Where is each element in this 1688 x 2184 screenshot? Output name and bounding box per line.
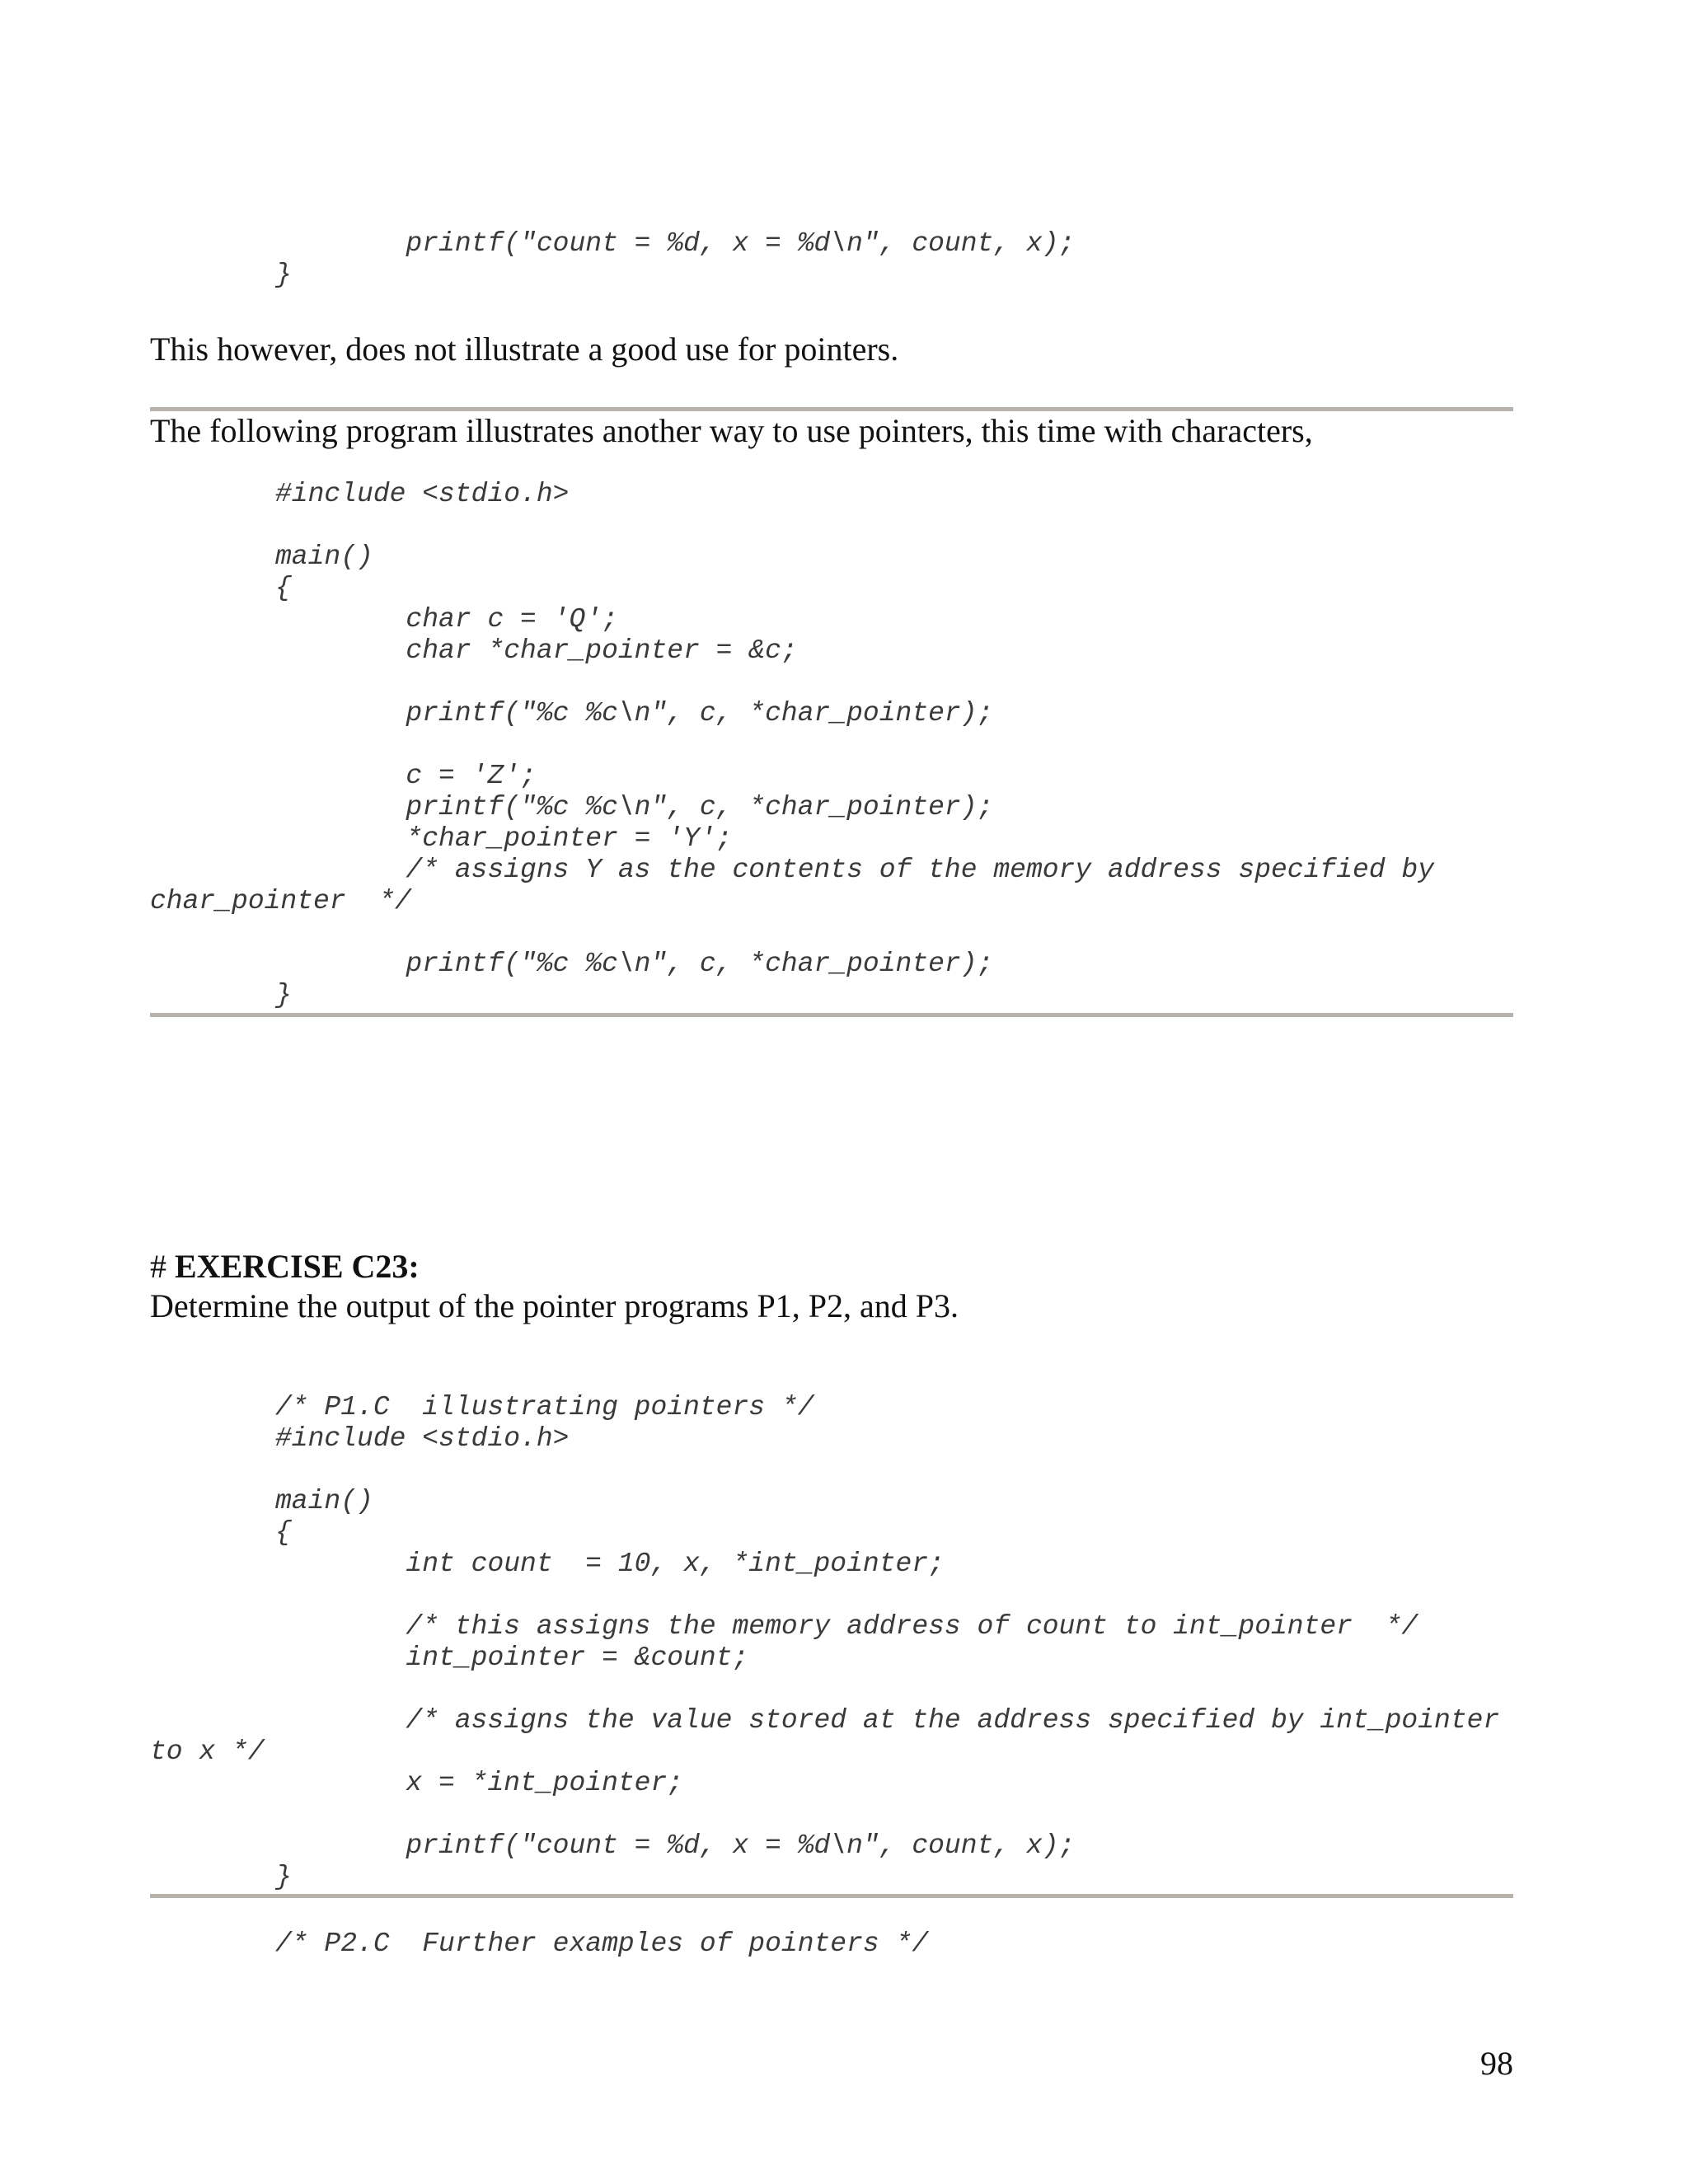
paragraph-pointer-note: This however, does not illustrate a good use for pointers. xyxy=(150,330,899,368)
section-rule xyxy=(150,1013,1513,1017)
code-p2-header: /* P2.C Further examples of pointers */ xyxy=(275,1929,929,1959)
code-char-program-end: printf("%c %c\n", c, *char_pointer); } xyxy=(275,949,994,1010)
exercise-description: Determine the output of the pointer programs P1, P2, and P3. xyxy=(150,1287,959,1324)
code-char-program: #include <stdio.h> main() { char c = 'Q'; char *char_pointer = &c; printf("%c %c\n", c, *char_pointer); c = 'Z'; printf("%c %c\n", c, *char_pointer); *char_pointer = 'Y'; /* assigns Y as the contents of the memory address specified by xyxy=(275,479,1435,885)
section-rule xyxy=(150,1894,1513,1898)
code-p1-program-end: x = *int_pointer; printf("count = %d, x = %d\n", count, x); } xyxy=(275,1768,1076,1892)
code-fragment-top: printf("count = %d, x = %d\n", count, x); } xyxy=(275,228,1076,290)
code-p1-wrapped-line: to x */ xyxy=(150,1736,265,1767)
exercise-heading xyxy=(150,1247,420,1286)
code-p1-program: /* P1.C illustrating pointers */ #include <stdio.h> main() { int count = 10, x, *int_pointer; /* this assigns the memory address of count to int_pointer */ int_pointer = &count; /* assigns the value stored at the address specified by int_pointer xyxy=(275,1392,1500,1736)
page-number: 98 xyxy=(1480,2045,1513,2082)
code-char-wrapped-line: char_pointer */ xyxy=(150,886,411,916)
paragraph-char-intro: The following program illustrates another way to use pointers, this time with characters, xyxy=(150,412,1313,449)
exercise-title: EXERCISE C23: xyxy=(175,1248,420,1285)
exercise-hash: # xyxy=(150,1248,175,1285)
